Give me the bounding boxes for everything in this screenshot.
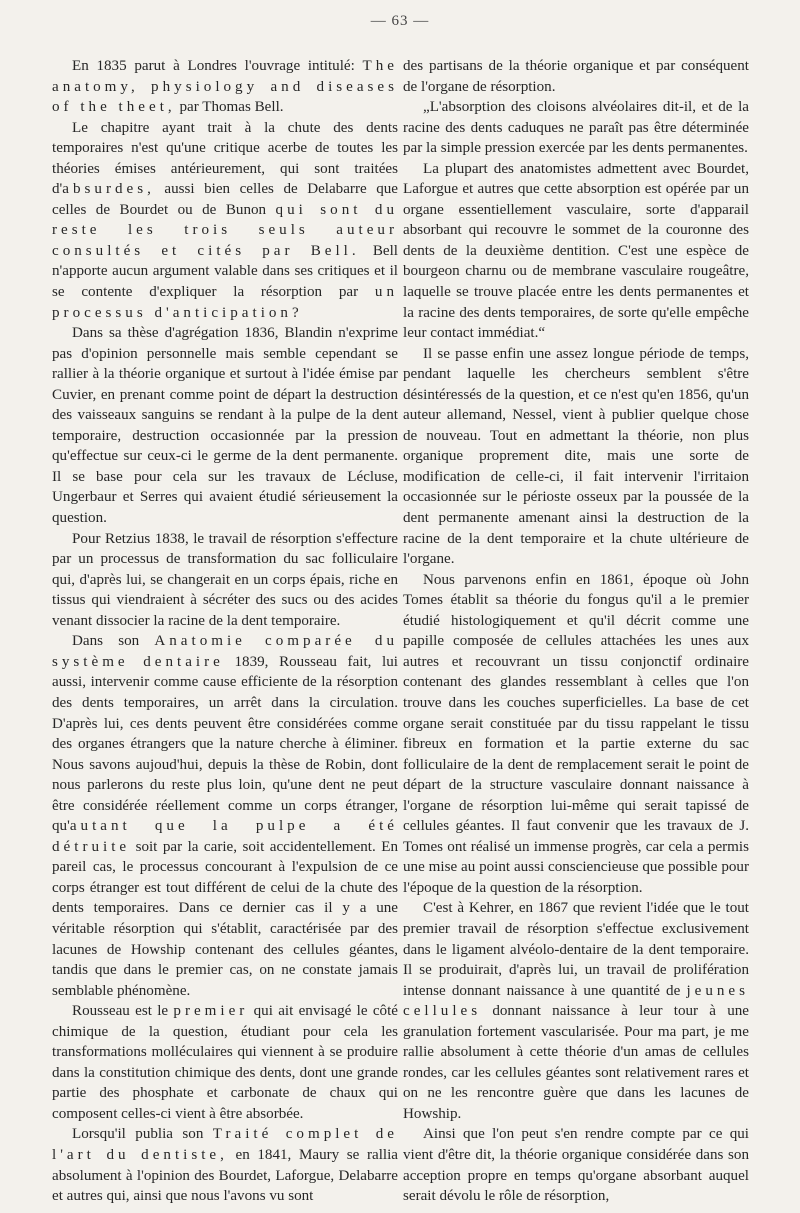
paragraph-p2 [52, 118, 398, 323]
text-run: aussi bien celles de Delabarre que celles de Bourdet ou de Bunon [52, 181, 398, 218]
text-run: soit par la carie, soit accidentellement. En pareil cas, le processus concourant à l'expulsion de ce corps étranger est tout différent de celui de la chute des dents temporaires. Dans ce dernier cas il y a une véritable résorption qui s'établit, caractérisée par des lacunes de Howship contenant des cellules géantes, tandis que dans le premier cas, on ne constate jamais semblable phénomène. [52, 838, 398, 999]
text-run: Lorsqu'il publia son [72, 1126, 213, 1143]
spaced-emphasis: premier [173, 1003, 249, 1020]
paragraph-p14 [403, 1124, 749, 1206]
paragraph-p1 [52, 56, 398, 118]
text-run: 1839, Rousseau fait, lui aussi, intervenir comme cause efficiente de la résorption des dents temporaires, un arrêt dans la circulation. D'après lui, ces dents peuvent être considérées comme des organes étrangers que la nature cherche à éliminer. Nous savons aujoud'hui, depuis la thèse de Robin, dont nous parlerons du reste plus loin, qu'une dent ne peut être considérée réellement comme un corps étranger, qu' [52, 653, 398, 835]
text-run: Ainsi que l'on peut s'en rendre compte par ce qui vient d'être dit, la théorie organique considérée dans son acception propre en temps qu'organe absorbant auquel serait dévolu le rôle de résorption, [403, 1126, 749, 1205]
paragraph-p4 [52, 529, 398, 632]
text-run: La plupart des anatomistes admettent avec Bourdet, Laforgue et autres que cette absorption est opérée par un organe essentiellement vasculaire, sorte d'apparail absorbant qui recouvre le sommet de la couronne des dents de la deuxième dentition. C'est une espèce de bourgeon charnu ou de membrane vasculaire rougeâtre, laquelle se trouve placée entre les dents permanentes et la racine des dents temporaires, de sorte qu'elle empêche leur contact immédiat.“ [403, 160, 749, 342]
paragraph-p7 [52, 1124, 398, 1206]
paragraph-p10 [403, 159, 749, 344]
paragraph-p6 [52, 1001, 398, 1124]
spaced-emphasis: Anatomie comparée du système dentaire [52, 633, 398, 670]
paragraph-p12 [403, 570, 749, 899]
text-run: Bell n'apporte aucun argument valable dans ses critiques et il se contente d'expliquer la résorption par [52, 242, 398, 301]
spaced-emphasis: absurdes, [62, 181, 155, 198]
text-run: Pour Retzius 1838, le travail de résorption s'effecture par un processus de transformation du sac folliculaire qui, d'après lui, se changerait en un corps épais, riche en tissus qui viendraient à sécréter des sucs ou des acides venant dissocier la racine de la dent temporaire. [52, 530, 398, 629]
spaced-emphasis: Traité complet de l'art du dentiste, [52, 1126, 398, 1163]
right-column [403, 56, 749, 1207]
text-run: qui ait envisagé le côté chimique de la question, étudiant pour cela les transformations molléculaires qui viennent à se produire dans la constitution chimique des dents, dont une grande partie des phosphate et carbonate de chaux qui composent celles-ci vient à être absorbée. [52, 1003, 398, 1122]
page-number: — 63 — [370, 13, 430, 29]
spaced-emphasis: qui sont du reste les trois seuls auteur consultés et cités par Bell. [52, 201, 398, 259]
text-run: Dans son [72, 633, 155, 650]
text-run: donnant naissance à leur tour à une granulation fortement vascularisée. Pour ma part, je me rallie absolument à cette théorie d'un amas de cellules rondes, car les cellules géantes sont relativement rares et on ne les rencontre guère que dans les lacunes de Howship. [403, 1003, 749, 1122]
text-run: par Thomas Bell. [175, 99, 284, 116]
text-run: Rousseau est le [72, 1003, 174, 1020]
text-run: Nous parvenons enfin en 1861, époque où John Tomes établit sa théorie du fongus qu'il a le premier étudié histologiquement et qu'il décrit comme une papille composée de cellules attachées les unes aux autres et recouvrant un tissu conjonctif ordinaire contenant des glandes ressemblant à celles que l'on trouve dans les couches superficielles. La base de cet organe serait constituée par du tissu rappelant le tissu fibreux en formation et la partie externe du sac folliculaire de la dent de remplacement serait le point de départ de la structure vasculaire donnant naissance à l'organe de résorption lui-même qui serait tapissé de cellules géantes. Il faut convenir que les travaux de J. Tomes ont réalisé un immense progrès, car cela a permis une mise au point aussi consciencieuse que possible pour l'époque de la question de la résorption. [403, 571, 749, 896]
spaced-emphasis: un processus d'anticipation? [52, 284, 398, 321]
text-run: En 1835 parut à Londres l'ouvrage intitulé: [72, 58, 363, 74]
text-run: C'est à Kehrer, en 1867 que revient l'idée que le tout premier travail de résorption s'effectue exclusivement dans le ligament alvéolo-dentaire de la dent temporaire. Il se produirait, d'après lui, un travail de prolifération intense donnant naissance à une quantité de [403, 900, 749, 999]
paragraph-p5 [52, 631, 398, 1001]
text-run: Dans sa thèse d'agrégation 1836, Blandin n'exprime pas d'opinion personnelle mais semble cependant se rallier à la théorie organique et surtout à l'idée émise par Cuvier, en prenant comme point de départ la destruction des vaisseaux sanguins se rendant à la pulpe de la dent temporaire, destruction occasionnée par la pression qu'effectue sur ceux-ci le germe de la dent permanente. Il se base pour cela sur les travaux de Lécluse, Ungerbaur et Serres qui avaient étudié sérieusement la question. [52, 325, 398, 527]
text-run: Il se passe enfin une assez longue période de temps, pendant laquelle les chercheurs semblent s'être désintéressés de la question, et ce n'est qu'en 1856, qu'un auteur allemand, Nessel, vient à publier quelque chose de nouveau. Tout en admettant la théorie, non plus organique proprement dite, mais une sorte de modification de celle-ci, il fait intervenir l'irritaion occasionnée sur le périoste osseux par la poussée de la dent permanente amenant ainsi la destruction de la racine de la dent temporaire et la chute ultérieure de l'organe. [403, 345, 749, 568]
spaced-emphasis: The anatomy, physiology and diseases of the theet, [52, 58, 398, 116]
paragraph-p8 [403, 56, 749, 97]
text-run: „L'absorption des cloisons alvéolaires dit-il, et de la racine des dents caduques ne paraît pas être déterminée par la simple pression exercée par les dents permanentes. [403, 99, 749, 157]
left-column [52, 56, 398, 1207]
paragraph-p11 [403, 344, 749, 570]
spaced-emphasis: autant que la pulpe a été détruite [52, 818, 398, 855]
paragraph-p9 [403, 97, 749, 159]
text-run: en 1841, Maury se rallia absolument à l'opinion des Bourdet, Laforgue, Delabarre et autres qui, ainsi que nous l'avons vu sont [52, 1146, 398, 1205]
text-run: des partisans de la théorie organique et par conséquent de l'organe de résorption. [403, 58, 749, 95]
paragraph-p13 [403, 898, 749, 1124]
spaced-emphasis: jeunes cellules [403, 982, 749, 1020]
text-run: Le chapitre ayant trait à la chute des dents temporaires n'est qu'une critique acerbe de toutes les théories émises antérieurement, qui sont traitées d' [52, 119, 398, 198]
paragraph-p3 [52, 323, 398, 528]
